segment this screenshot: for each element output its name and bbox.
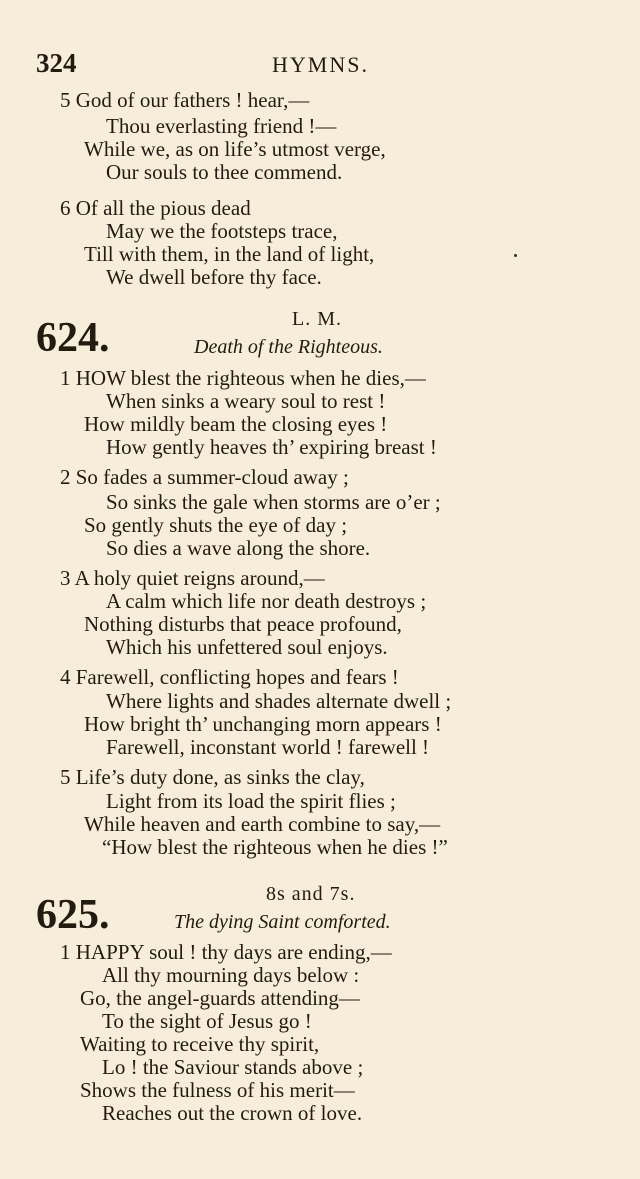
hymn-meter: 8s and 7s. bbox=[266, 883, 356, 905]
verse-line: Where lights and shades alternate dwell ; bbox=[106, 689, 452, 713]
verse-line: Go, the angel-guards attending— bbox=[80, 986, 360, 1010]
verse-line: How mildly beam the closing eyes ! bbox=[84, 412, 388, 436]
verse-line: Till with them, in the land of light, bbox=[84, 242, 375, 266]
print-speck bbox=[514, 254, 517, 257]
verse-line: We dwell before thy face. bbox=[106, 265, 322, 289]
page-header bbox=[36, 48, 596, 82]
verse-line: While we, as on life’s utmost verge, bbox=[84, 137, 386, 161]
verse-line: So gently shuts the eye of day ; bbox=[84, 513, 348, 537]
verse-line: So dies a wave along the shore. bbox=[106, 536, 371, 560]
verse-line: “How blest the righteous when he dies !” bbox=[102, 835, 448, 859]
verse-line: Farewell, inconstant world ! farewell ! bbox=[106, 735, 430, 759]
verse-line: 1 HOW blest the righteous when he dies,— bbox=[60, 366, 426, 390]
verse-line: Which his unfettered soul enjoys. bbox=[106, 635, 388, 659]
verse-line: 5 God of our fathers ! hear,— bbox=[60, 88, 310, 112]
verse-line: Shows the fulness of his merit— bbox=[80, 1078, 355, 1102]
verse-line: 2 So fades a summer-cloud away ; bbox=[60, 465, 349, 489]
verse-line: 4 Farewell, conflicting hopes and fears ! bbox=[60, 665, 399, 689]
verse-line: So sinks the gale when storms are o’er ; bbox=[106, 490, 441, 514]
verse-line: Thou everlasting friend !— bbox=[106, 114, 337, 138]
verse-line: May we the footsteps trace, bbox=[106, 219, 338, 243]
verse-line: To the sight of Jesus go ! bbox=[102, 1009, 312, 1033]
verse-line: 1 HAPPY soul ! thy days are ending,— bbox=[60, 940, 392, 964]
hymn-number: 624. bbox=[36, 315, 110, 361]
verse-line: Waiting to receive thy spirit, bbox=[80, 1032, 320, 1056]
verse-line: All thy mourning days below : bbox=[102, 963, 360, 987]
verse-line: Light from its load the spirit flies ; bbox=[106, 789, 396, 813]
verse-line: Our souls to thee commend. bbox=[106, 160, 343, 184]
verse-line: 6 Of all the pious dead bbox=[60, 196, 251, 220]
verse-line: Nothing disturbs that peace profound, bbox=[84, 612, 402, 636]
hymn-title: Death of the Righteous. bbox=[194, 336, 383, 358]
verse-line: When sinks a weary soul to rest ! bbox=[106, 389, 386, 413]
verse-line: 3 A holy quiet reigns around,— bbox=[60, 566, 325, 590]
page-number: 324 bbox=[36, 48, 77, 78]
verse-line: Reaches out the crown of love. bbox=[102, 1101, 363, 1125]
verse-line: Lo ! the Saviour stands above ; bbox=[102, 1055, 364, 1079]
hymn-meter: L. M. bbox=[292, 308, 342, 330]
verse-line: 5 Life’s duty done, as sinks the clay, bbox=[60, 765, 365, 789]
verse-line: While heaven and earth combine to say,— bbox=[84, 812, 441, 836]
verse-line: How bright th’ unchanging morn appears ! bbox=[84, 712, 442, 736]
verse-line: How gently heaves th’ expiring breast ! bbox=[106, 435, 437, 459]
verse-line: A calm which life nor death destroys ; bbox=[106, 589, 427, 613]
hymn-number: 625. bbox=[36, 892, 110, 938]
running-head: HYMNS. bbox=[272, 52, 369, 77]
hymn-title: The dying Saint comforted. bbox=[174, 911, 391, 933]
